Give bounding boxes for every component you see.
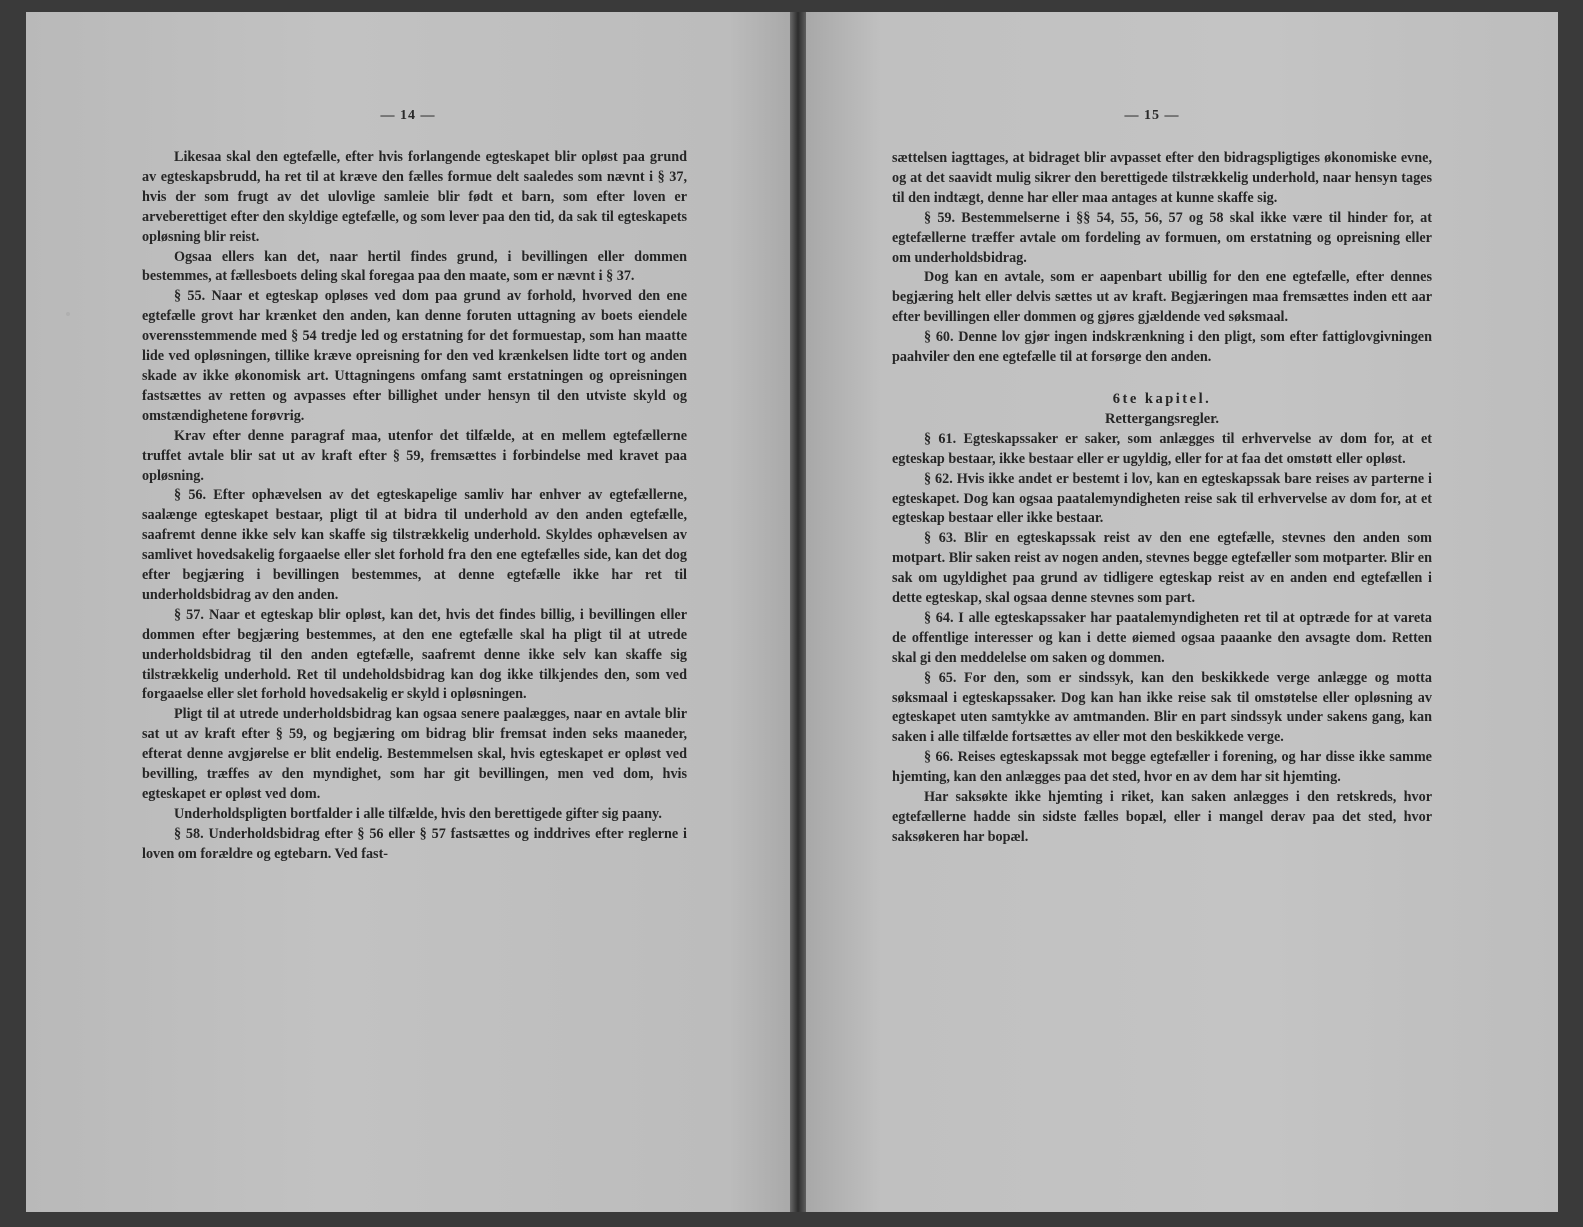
page-number-right: — 15 —: [1124, 108, 1180, 123]
chapter-title: 6te kapitel.: [1112, 390, 1212, 407]
paragraph: § 55. Naar et egteskap opløses ved dom paa grund av forhold, hvorved den ene egtefælle grovt har krænket den anden, kan denne foruten uttagning av boets eiendele overensstemmende med § 54 tredje led og erstatning for det formuestap, som han maatte lide ved opløsningen, tillike kræve opreisning for den ved krænkelsen lidte tort og anden skade av ikke økonomisk art. Uttagningens omfang samt erstatningen og opreisningen fastsættes av retten og avpasses efter billighet under hensyn til den utviste skyld og omstændighetene forøvrig.: [142, 288, 687, 424]
paragraph: § 58. Underholdsbidrag efter § 56 eller § 57 fastsættes og inddrives efter reglerne i loven om forældre og egtebarn. Ved fast-: [142, 825, 687, 862]
chapter-subtitle: Rettergangsregler.: [1105, 410, 1219, 427]
paragraph: § 61. Egteskapssaker er saker, som anlægges til erhvervelse av dom for, at et egteskap bestaar, ikke bestaar eller er ugyldig, eller for at faa det omstøtt eller opløst.: [892, 430, 1432, 467]
paragraph: § 66. Reises egteskapssak mot begge egtefæller i forening, og har disse ikke samme hjemting, kan den anlægges paa det sted, hvor en av dem har sit hjemting.: [892, 749, 1432, 786]
paragraph: Krav efter denne paragraf maa, utenfor det tilfælde, at en mellem egtefællerne truffet avtale blir sat ut av kraft efter § 59, fremsættes i forbindelse med kravet paa opløsning.: [142, 427, 687, 484]
paragraph: § 62. Hvis ikke andet er bestemt i lov, kan en egteskapssak bare reises av parterne i egteskapet. Dog kan ogsaa paatalemyndigheten reise sak til erhvervelse av dom for, at et egteskap bestaar eller ikke bestaar.: [892, 470, 1432, 527]
left-page: [26, 12, 790, 1212]
paragraph: § 59. Bestemmelserne i §§ 54, 55, 56, 57 og 58 skal ikke være til hinder for, at egtefællerne træffer avtale om fordeling av formuen, om erstatning og opreisning eller om underholdsbidrag.: [892, 209, 1432, 266]
right-page-body: [892, 149, 1432, 848]
paragraph: § 64. I alle egteskapssaker har paatalemyndigheten ret til at optræde for at vareta de offentlige interesser og kan i dette øiemed ogsaa paaanke den avsagte dom. Retten skal gi den meddelelse om saken og dommen.: [892, 609, 1432, 666]
paragraph: § 57. Naar et egteskap blir opløst, kan det, hvis det findes billig, i bevillingen eller dommen efter begjæring bestemmes, at den ene egtefælle skal ha pligt til at utrede underholdsbidrag til den anden egtefælle, saafremt denne ikke selv kan skaffe sig tilstrækkelig underhold. Ret til undeholdsbidrag kan dog ikke tilkjendes den, som ved forgaaelse eller slet forhold hovedsakelig er skyld i opløsningen.: [142, 606, 687, 703]
paragraph: § 60. Denne lov gjør ingen indskrænkning i den pligt, som efter fattiglovgivningen paahviler den ene egtefælle til at forsørge den anden.: [892, 329, 1432, 366]
paragraph: sættelsen iagttages, at bidraget blir avpasset efter den bidragspligtiges økonomiske evne, og at det saavidt mulig sikrer den berettigede tilstrækkelig underhold, naar hensyn tages til den indtægt, denne har eller maa antages at kunne skaffe sig.: [892, 150, 1432, 206]
paragraph: Ogsaa ellers kan det, naar hertil findes grund, i bevillingen eller dommen bestemmes, at fællesboets deling skal foregaa paa den maate, som er nævnt i § 37.: [142, 248, 687, 285]
paragraph: Underholdspligten bortfalder i alle tilfælde, hvis den berettigede gifter sig paany.: [174, 805, 662, 822]
page-number-left: — 14 —: [380, 108, 436, 123]
paragraph: Har saksøkte ikke hjemting i riket, kan saken anlægges i den retskreds, hvor egtefællerne hadde sin sidste fælles bopæl, eller i mangel derav paa det sted, hvor saksøkeren har bopæl.: [892, 789, 1432, 845]
paragraph: § 56. Efter ophævelsen av det egteskapelige samliv har enhver av egtefællerne, saalænge egteskapet bestaar, pligt til at bidra til underhold av den anden egtefælle, saafremt denne ikke selv kan skaffe sig tilstrækkelig underhold. Skyldes ophævelsen av samlivet hovedsakelig forgaaelse eller slet forhold fra den ene egtefælles side, kan det dog efter begjæring i bevillingen bestemmes, at denne egtefælle ikke har ret til underholdsbidrag av den anden.: [142, 487, 687, 603]
book-gutter: [790, 12, 806, 1212]
paragraph: § 65. For den, som er sindssyk, kan den beskikkede verge anlægge og motta søksmaal i egteskapssaker. Dog kan han ikke reise sak til omstøtelse eller opløsning av egteskapet uten samtykke av amtmanden. Blir en part sindssyk under sakens gang, kan saken i alle tilfælde fortsættes av eller mot den beskikkede verge.: [892, 669, 1432, 746]
left-page-body: [142, 148, 687, 865]
right-page: [806, 12, 1558, 1212]
paragraph: Pligt til at utrede underholdsbidrag kan ogsaa senere paalægges, naar en avtale blir sat ut av kraft efter § 59, og begjæring om bidrag blir fremsat inden seks maaneder, efterat denne avgjørelse er blit endelig. Bestemmelsen skal, hvis egteskapet er opløst ved bevilling, træffes av den myndighet, som har git bevillingen, men ved dom, hvis egteskapet er opløst ved dom.: [142, 706, 687, 802]
paragraph: Likesaa skal den egtefælle, efter hvis forlangende egteskapet blir opløst paa grund av egteskapsbrudd, ha ret til at kræve den fælles formue delt saaledes som nævnt i § 37, hvis der som frugt av det ulovlige samleie blir født et barn, som efter loven er arveberettiget efter den skyldige egtefælle, og som lever paa den tid, da sak til egteskapets opløsning blir reist.: [142, 149, 687, 245]
paragraph: Dog kan en avtale, som er aapenbart ubillig for den ene egtefælle, efter dennes begjæring helt eller delvis sættes ut av kraft. Begjæringen maa fremsættes inden ett aar efter bevillingen eller dommen og gjøres gjældende ved søksmaal.: [892, 269, 1432, 326]
paragraph: § 63. Blir en egteskapssak reist av den ene egtefælle, stevnes den anden som motpart. Blir saken reist av nogen anden, stevnes begge egtefæller som motparter. Blir en sak om ugyldighet paa grund av tidligere egteskap reist av en anden end egtefællen i dette egteskap, skal ogsaa denne stevnes som part.: [892, 530, 1432, 607]
